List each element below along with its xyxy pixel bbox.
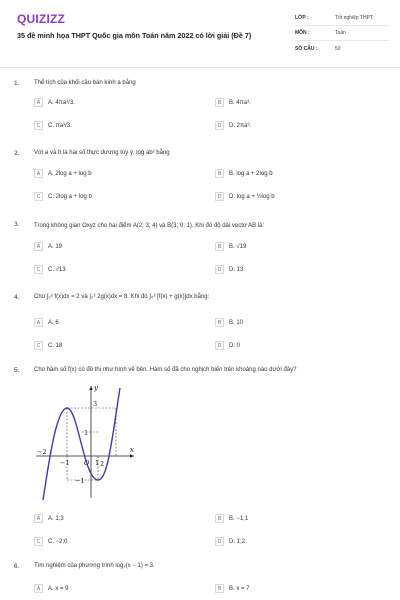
- option-letter: C: [34, 537, 43, 546]
- question-text: Cho ∫₀² f(x)dx = 2 và ∫₀² 2g(x)dx = 8. Khi đó ∫₀² [f(x) + g(x)]dx bằng:: [34, 294, 210, 300]
- x-tick-label: 1: [95, 459, 100, 467]
- option-d[interactable]: [215, 537, 245, 546]
- option-b[interactable]: [215, 242, 246, 251]
- option-text: D. log a + ½log b: [229, 193, 275, 200]
- option-d[interactable]: [215, 341, 240, 350]
- info-label: MÔN :: [295, 30, 310, 36]
- function-graph: [34, 378, 138, 502]
- y-tick-label: 3: [93, 400, 98, 408]
- info-value: Tốt nghiệp THPT: [335, 15, 373, 21]
- option-letter: A: [34, 242, 43, 251]
- option-text: B. log a + 2log b: [229, 170, 273, 177]
- option-text: C. πa³/3.: [48, 122, 72, 129]
- option-text: D. 0: [229, 342, 241, 349]
- info-row-subject: [295, 26, 389, 41]
- option-c[interactable]: [34, 537, 68, 546]
- option-letter: B: [215, 584, 224, 593]
- option-text: A. 6: [48, 319, 59, 326]
- question-number: 3.: [14, 221, 20, 228]
- option-letter: D: [215, 265, 224, 274]
- option-letter: B: [215, 514, 224, 523]
- info-label: LỚP :: [295, 15, 309, 21]
- option-c[interactable]: [34, 192, 92, 201]
- option-letter: B: [215, 169, 224, 178]
- option-text: D. 13: [229, 266, 244, 273]
- option-letter: D: [215, 341, 224, 350]
- question-text: Tìm nghiệm của phương trình log₂(x − 1) = 3.: [34, 563, 155, 569]
- option-text: C. −2;0: [48, 538, 68, 545]
- origin-label: O: [84, 459, 90, 467]
- option-letter: A: [34, 584, 43, 593]
- option-b[interactable]: [215, 318, 243, 327]
- question-number: 6.: [14, 563, 20, 570]
- y-label: y: [94, 384, 98, 392]
- x-tick-label: −1: [60, 459, 70, 467]
- x-label: x: [130, 446, 134, 454]
- option-d[interactable]: [215, 121, 251, 130]
- y-axis-arrow: [89, 386, 92, 390]
- document-title: 35 đề minh họa THPT Quốc gia môn Toán năm 2022 có lời giải (Đề 7): [17, 31, 252, 40]
- x-tick-label: −2: [37, 448, 47, 456]
- option-letter: C: [34, 121, 43, 130]
- option-text: B. x = 7: [229, 585, 250, 592]
- option-a[interactable]: [34, 514, 64, 523]
- question-text: Thể tích của khối cầu bán kính a bằng: [34, 80, 136, 86]
- info-row-count: [295, 41, 389, 56]
- option-text: A. 19: [48, 243, 63, 250]
- option-text: B. 4πa³.: [229, 99, 251, 106]
- option-text: D. 2πa³.: [229, 122, 252, 129]
- option-c[interactable]: [34, 341, 62, 350]
- option-a[interactable]: [34, 169, 92, 178]
- option-letter: A: [34, 318, 43, 327]
- option-a[interactable]: [34, 584, 69, 593]
- worksheet-header: [0, 0, 400, 68]
- option-c[interactable]: [34, 121, 72, 130]
- x-tick-label: 2: [100, 460, 105, 468]
- option-letter: D: [215, 121, 224, 130]
- info-box: [295, 11, 389, 56]
- y-tick-label: −1: [75, 477, 85, 485]
- question-text: Cho hàm số f(x) có đồ thị như hình vẽ bên. Hàm số đã cho nghịch biến trên khoảng nào dưới đây?: [34, 367, 297, 373]
- option-d[interactable]: [215, 265, 243, 274]
- option-letter: A: [34, 98, 43, 107]
- option-letter: D: [215, 192, 224, 201]
- option-text: B. −1;1: [229, 515, 249, 522]
- option-b[interactable]: [215, 169, 273, 178]
- question-number: 2.: [14, 150, 20, 157]
- option-letter: A: [34, 514, 43, 523]
- info-label: SỐ CÂU :: [295, 45, 318, 52]
- option-d[interactable]: [215, 192, 275, 201]
- option-a[interactable]: [34, 318, 59, 327]
- option-letter: C: [34, 341, 43, 350]
- option-letter: C: [34, 265, 43, 274]
- option-letter: C: [34, 192, 43, 201]
- info-value: 50: [335, 45, 341, 52]
- option-a[interactable]: [34, 98, 75, 107]
- option-letter: B: [215, 242, 224, 251]
- option-text: C. 18: [48, 342, 63, 349]
- option-letter: B: [215, 318, 224, 327]
- question-text: Trong không gian Oxyz cho hai điểm A(2; 3; 4) và B(3; 0; 1). Khi đó độ dài vectơ AB là:: [34, 223, 265, 229]
- question-number: 4.: [14, 294, 20, 301]
- quizizz-logo: QUIZIZZ: [17, 12, 66, 26]
- option-letter: B: [215, 98, 224, 107]
- x-axis-arrow: [130, 454, 134, 457]
- option-text: D. 1;2: [229, 538, 246, 545]
- option-text: B. √19: [229, 243, 247, 250]
- option-text: A. 4πa³/3.: [48, 99, 75, 106]
- option-a[interactable]: [34, 242, 62, 251]
- question-number: 1.: [14, 80, 20, 87]
- option-letter: D: [215, 537, 224, 546]
- option-b[interactable]: [215, 584, 250, 593]
- option-text: A. x = 9: [48, 585, 69, 592]
- option-text: C. √13: [48, 266, 66, 273]
- option-text: B. 10: [229, 319, 244, 326]
- y-tick-label: 1: [84, 429, 89, 437]
- option-b[interactable]: [215, 514, 248, 523]
- option-c[interactable]: [34, 265, 66, 274]
- question-text: Với a và b là hai số thực dương tùy ý, log ab² bằng: [34, 150, 170, 156]
- question-number: 5.: [14, 367, 20, 374]
- option-text: A. 2log a + log b: [48, 170, 92, 177]
- option-b[interactable]: [215, 98, 251, 107]
- option-letter: A: [34, 169, 43, 178]
- option-text: C. 2log a + log b: [48, 193, 92, 200]
- info-row-class: [295, 11, 389, 26]
- info-value: Toán: [335, 30, 346, 36]
- option-text: A. 1;3: [48, 515, 64, 522]
